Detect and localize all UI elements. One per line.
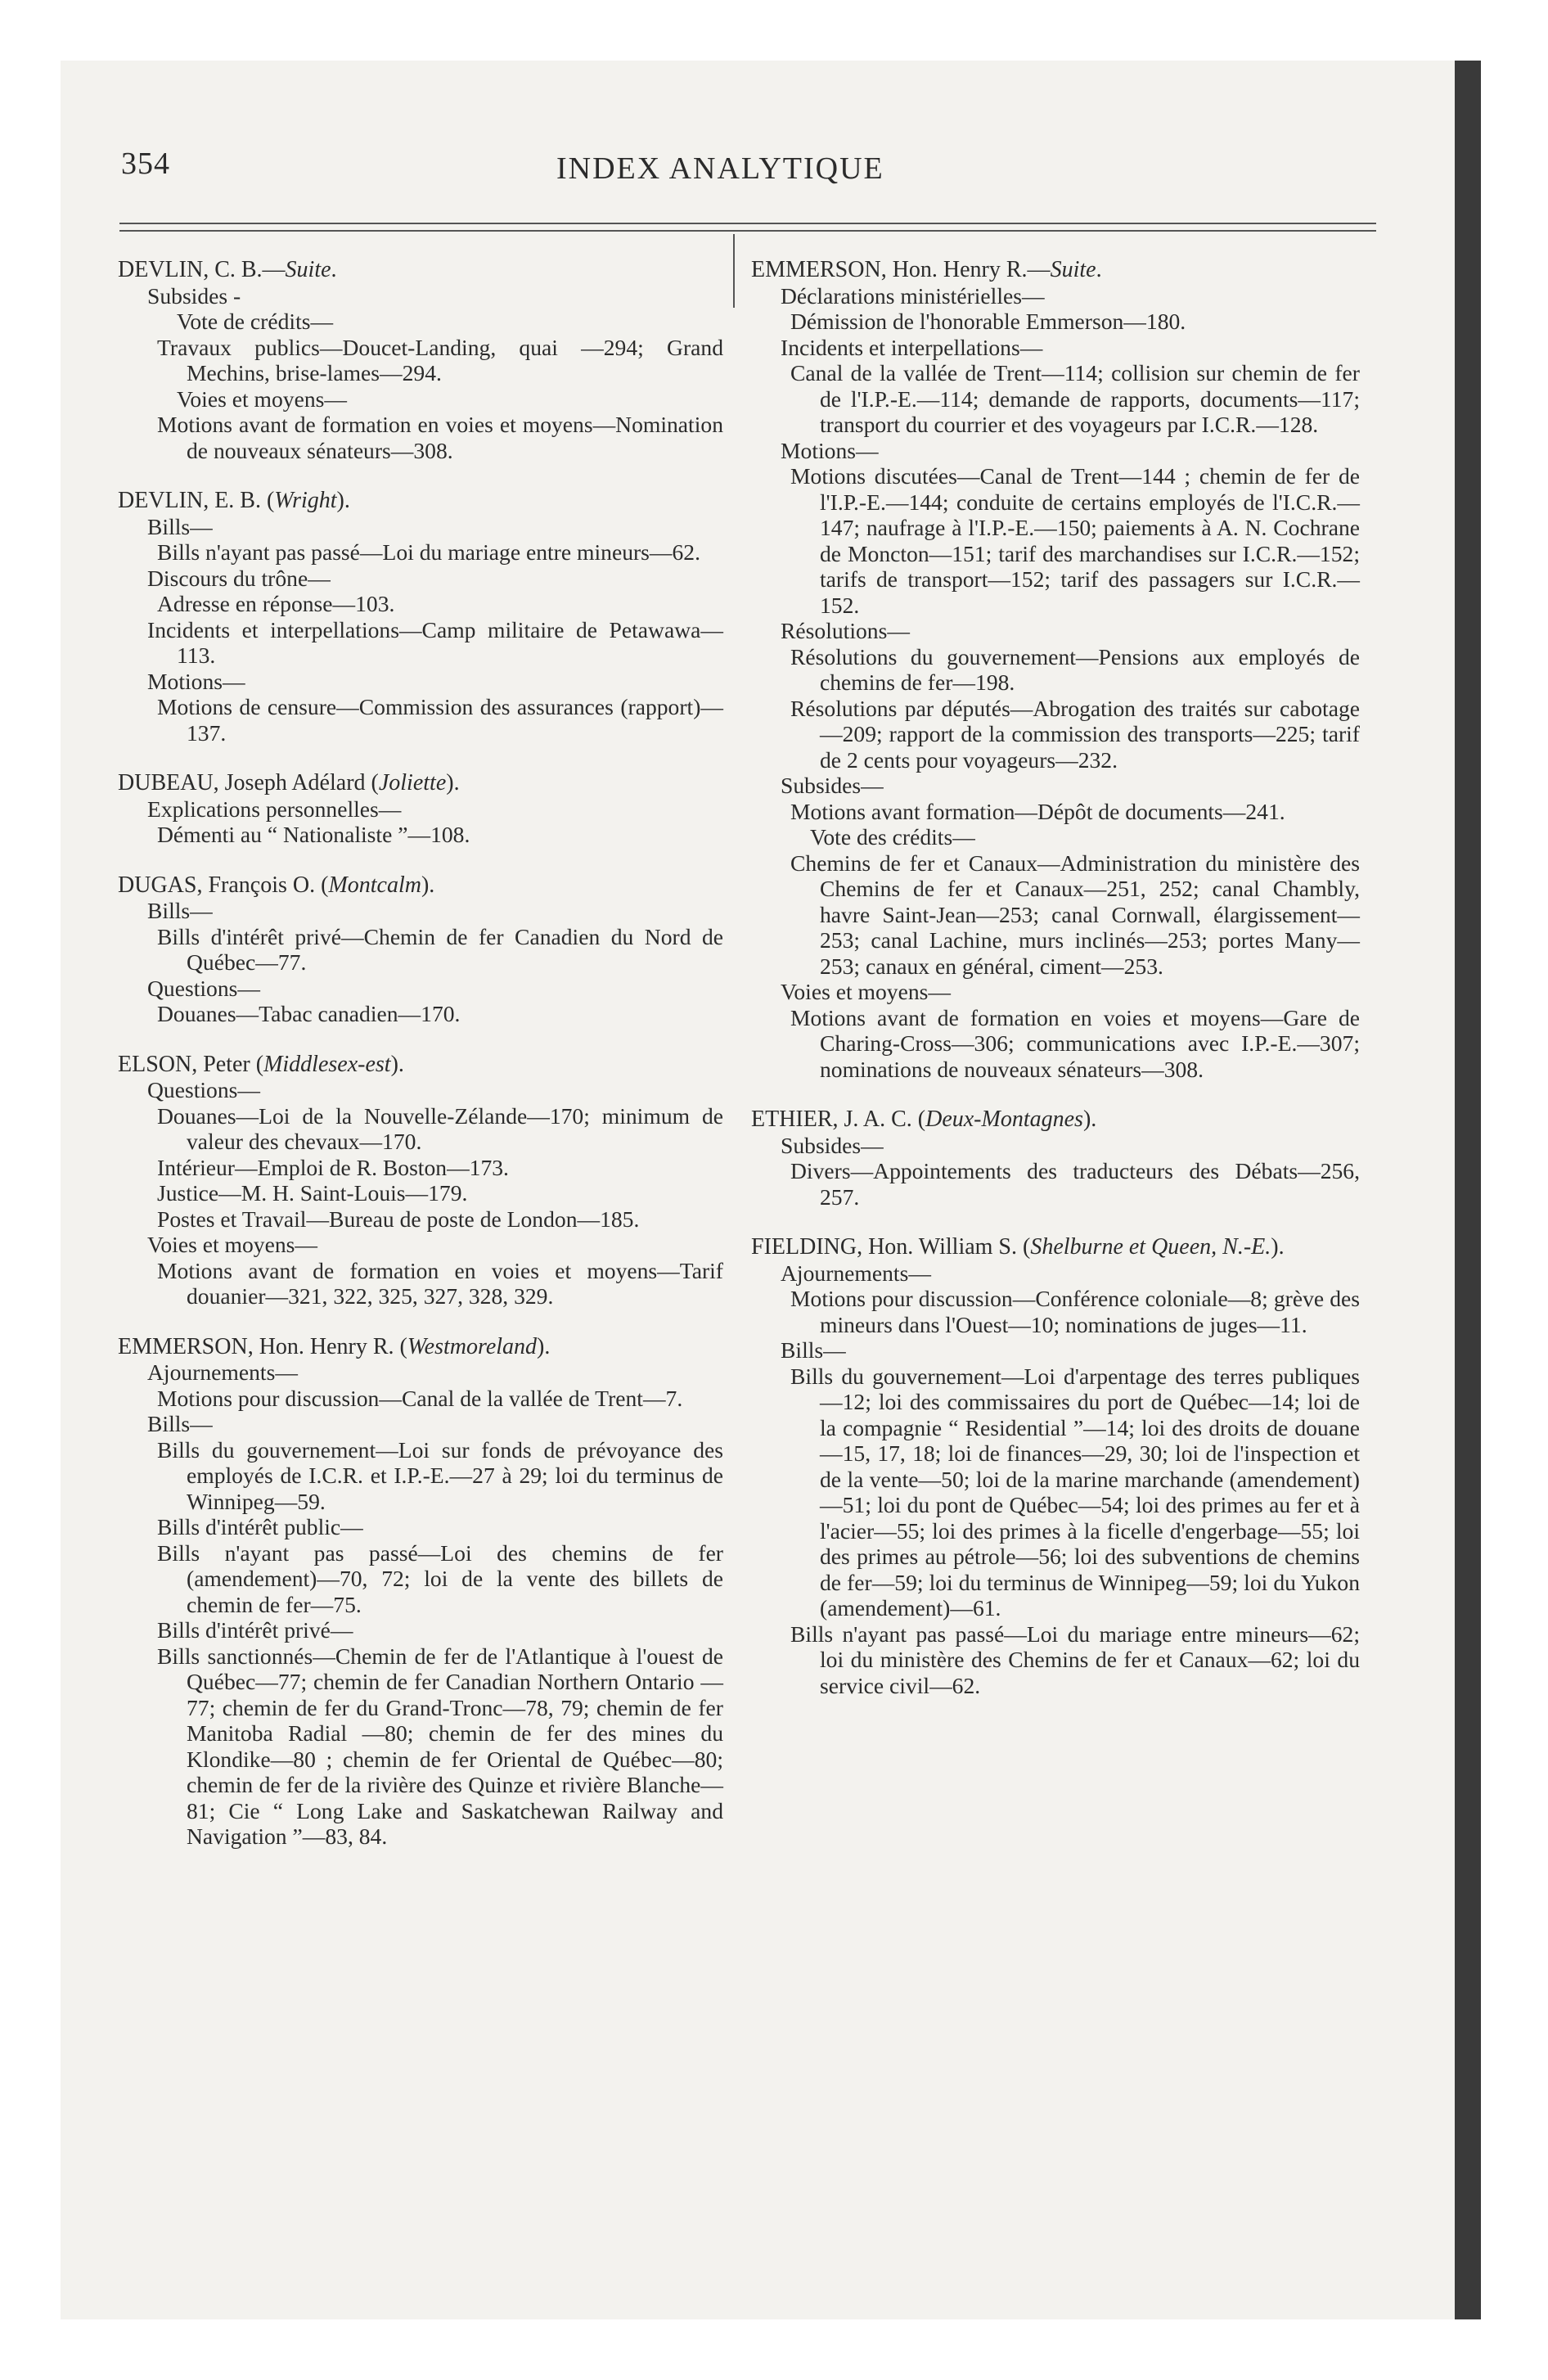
subheading: Ajournements— (147, 1359, 298, 1385)
entry-heading-name: ETHIER, J. A. C. ( (751, 1107, 926, 1132)
subheading: Incidents et interpellations— (781, 334, 1043, 360)
subheading: Résolutions— (781, 618, 910, 643)
entry-line: Douanes—Tabac canadien—170. (157, 1001, 461, 1026)
subheading: Subsides— (781, 773, 884, 798)
entry-line: Motions discutées—Canal de Trent—144 ; chemin de fer de l'I.P.-E.—144; conduite de certains employés de l'I.C.R.—147; naufrage à l'I.P.-E.—150; paiements à A. N. Cochrane de Moncton—151; tarif des marchandises sur I.C.R.—152; tarifs de transport—152; tarif des passagers sur I.C.R.—152. (790, 463, 1360, 618)
subheading: Vote des crédits— (810, 824, 975, 850)
entry-line: Bills n'ayant pas passé—Loi du mariage entre mineurs—62. (157, 539, 701, 565)
entry-line: Canal de la vallée de Trent—114; collision sur chemin de fer de l'I.P.-E.—114; demande de rapports, documents—117; transport du courrier et des voyageurs par I.C.R.—128. (790, 360, 1360, 437)
subheading: Vote de crédits— (177, 309, 334, 334)
entry-heading (118, 872, 723, 899)
entry-heading-italic: Middlesex-est (263, 1051, 391, 1077)
subheading: Explications personnelles— (147, 796, 402, 822)
index-entry (118, 1052, 723, 1309)
index-entry (751, 257, 1360, 1082)
entry-heading-tail: . (331, 257, 337, 282)
entry-heading-italic: Joliette (378, 770, 447, 796)
subheading: Questions— (147, 975, 260, 1001)
entry-heading-tail: ). (336, 488, 350, 513)
subheading: Ajournements— (781, 1260, 931, 1286)
entry-heading-italic: Wright (274, 488, 337, 513)
entry-heading-tail: ). (390, 1051, 404, 1077)
entry-heading (751, 1234, 1360, 1260)
entry-heading-italic: Westmoreland (407, 1333, 538, 1359)
entry-line: Résolutions par députés—Abrogation des traités sur cabotage—209; rapport de la commission des transports—225; tarif de 2 cents pour voyageurs—232. (790, 695, 1360, 773)
entry-line: Travaux publics—Doucet-Landing, quai —294; Grand Mechins, brise-lames—294. (157, 334, 723, 385)
subheading: Voies et moyens— (781, 979, 951, 1004)
entry-heading-italic: Montcalm (328, 872, 421, 898)
entry-line: Douanes—Loi de la Nouvelle-Zélande—170; minimum de valeur des chevaux—170. (157, 1102, 723, 1154)
subheading: Voies et moyens— (177, 385, 347, 412)
entry-heading-name: EMMERSON, Hon. Henry R.— (751, 257, 1051, 282)
subheading: Bills— (781, 1337, 846, 1363)
subheading: Déclarations ministérielles— (781, 282, 1045, 309)
entry-heading-name: EMMERSON, Hon. Henry R. ( (118, 1333, 407, 1359)
entry-heading (118, 488, 723, 514)
entry-heading-name: FIELDING, Hon. William S. ( (751, 1234, 1031, 1260)
column-divider (733, 234, 735, 308)
entry-heading-italic: Suite (1050, 257, 1096, 282)
entry-line: Bills sanctionnés—Chemin de fer de l'Atlantique à l'ouest de Québec—77; chemin de fer Canadian Northern Ontario —77; chemin de fer du Grand-Tronc—78, 79; chemin de fer Manitoba Radial —80; chemin de fer des mines du Klondike—80 ; chemin de fer Oriental de Québec—80; chemin de fer de la rivière des Quinze et rivière Blanche—81; Cie “ Long Lake and Saskatchewan Railway and Navigation ”—83, 84. (157, 1643, 723, 1849)
subheading: Bills— (147, 898, 213, 923)
entry-line: Motions pour discussion—Canal de la vallée de Trent—7. (157, 1385, 683, 1411)
entry-heading (751, 257, 1360, 283)
entry-line: Incidents et interpellations—Camp militaire de Petawawa—113. (147, 616, 723, 668)
subheading: Subsides - (147, 282, 241, 309)
index-entry (118, 257, 723, 463)
index-entry (118, 488, 723, 746)
entry-line: Motions avant de formation en voies et moyens—Gare de Charing-Cross—306; communications avec I.P.-E.—307; nominations de nouveaux sénateurs—308. (790, 1004, 1360, 1082)
entry-line: Adresse en réponse—103. (157, 591, 395, 616)
entry-line: Bills d'intérêt public— (157, 1514, 363, 1539)
entry-heading (118, 770, 723, 796)
entry-line: Motions avant de formation en voies et moyens—Tarif douanier—321, 322, 325, 327, 328, 329. (157, 1257, 723, 1309)
index-entry (118, 770, 723, 848)
entry-heading (118, 257, 723, 283)
entry-line: Démission de l'honorable Emmerson—180. (790, 309, 1186, 334)
entry-heading-tail: ). (446, 770, 460, 796)
page-edge-shadow (1455, 61, 1481, 2319)
entry-heading-italic: Shelburne et Queen, N.-E. (1030, 1234, 1271, 1260)
entry-heading-tail: ). (421, 872, 435, 898)
entry-heading-name: DEVLIN, C. B.— (118, 257, 286, 282)
entry-heading-name: DEVLIN, E. B. ( (118, 488, 275, 513)
entry-line: Bills du gouvernement—Loi d'arpentage des terres publiques—12; loi des commissaires du port de Québec—14; loi de la compagnie “ Residential ”—14; loi des droits de douane—15, 17, 18; loi de finances—29, 30; loi de l'inspection et de la vente—50; loi de la marine marchande (amendement)—51; loi du pont de Québec—54; loi des primes au fer et à l'acier—55; loi des primes à la ficelle d'engerbage—55; loi des primes au pétrole—56; loi des subventions de chemins de fer—59; loi du terminus de Winnipeg—59; loi du Yukon (amendement)—61. (790, 1363, 1360, 1620)
header-rule-top (119, 223, 1376, 224)
subheading: Questions— (147, 1077, 260, 1102)
index-entry (118, 1334, 723, 1850)
entry-heading-tail: ). (537, 1333, 551, 1359)
index-entry (751, 1107, 1360, 1210)
entry-heading-tail: . (1096, 257, 1102, 282)
header-rule-bottom (119, 230, 1376, 232)
entry-line: Postes et Travail—Bureau de poste de London—185. (157, 1206, 640, 1232)
entry-heading-tail: ). (1082, 1107, 1097, 1132)
entry-line: Bills n'ayant pas passé—Loi des chemins de fer (amendement)—70, 72; loi de la vente des billets de chemin de fer—75. (157, 1539, 723, 1617)
entry-line: Démenti au “ Nationaliste ”—108. (157, 822, 470, 847)
subheading: Bills— (147, 513, 213, 539)
page-number: 354 (121, 146, 170, 181)
entry-heading-name: DUGAS, François O. ( (118, 872, 329, 898)
entry-line: Bills d'intérêt privé— (157, 1617, 353, 1643)
entry-line: Motions avant de formation en voies et moyens—Nomination de nouveaux sénateurs—308. (157, 412, 723, 463)
right-column (751, 257, 1360, 1723)
entry-line: Résolutions du gouvernement—Pensions aux employés de chemins de fer—198. (790, 643, 1360, 695)
entry-line: Bills n'ayant pas passé—Loi du mariage entre mineurs—62; loi du ministère des Chemins de fer et Canaux—62; loi du service civil—62. (790, 1620, 1360, 1698)
subheading: Discours du trône— (147, 565, 331, 591)
entry-line: Bills du gouvernement—Loi sur fonds de prévoyance des employés de I.C.R. et I.P.-E.—27 à 29; loi du terminus de Winnipeg—59. (157, 1436, 723, 1514)
entry-heading-italic: Deux-Montagnes (925, 1107, 1083, 1132)
entry-line: Chemins de fer et Canaux—Administration du ministère des Chemins de fer et Canaux—251, 252; canal Chambly, havre Saint-Jean—253; canal Cornwall, élargissement—253; canal Lachine, murs inclinés—253; portes Many—253; canaux en général, ciment—253. (790, 850, 1360, 979)
subheading: Voies et moyens— (147, 1232, 317, 1257)
subheading: Subsides— (781, 1132, 884, 1158)
entry-heading (118, 1052, 723, 1078)
entry-line: Motions avant formation—Dépôt de documents—241. (790, 798, 1285, 824)
entry-heading (118, 1334, 723, 1360)
entry-heading-italic: Suite (285, 257, 331, 282)
entry-line: Divers—Appointements des traducteurs des Débats—256, 257. (790, 1158, 1360, 1210)
entry-heading-name: ELSON, Peter ( (118, 1051, 264, 1077)
subheading: Motions— (781, 437, 879, 463)
running-title: INDEX ANALYTIQUE (556, 151, 884, 186)
entry-line: Justice—M. H. Saint-Louis—179. (157, 1180, 468, 1206)
entry-line: Bills d'intérêt privé—Chemin de fer Canadien du Nord de Québec—77. (157, 923, 723, 975)
left-column (118, 257, 723, 1874)
entry-line: Motions pour discussion—Conférence coloniale—8; grève des mineurs dans l'Ouest—10; nominations de juges—11. (790, 1286, 1360, 1337)
index-entry (751, 1234, 1360, 1698)
entry-heading-tail: ). (1271, 1234, 1285, 1260)
index-entry (118, 872, 723, 1027)
entry-line: Intérieur—Emploi de R. Boston—173. (157, 1154, 509, 1180)
entry-line: Motions de censure—Commission des assurances (rapport)—137. (157, 694, 723, 746)
entry-heading-name: DUBEAU, Joseph Adélard ( (118, 770, 379, 796)
subheading: Bills— (147, 1411, 213, 1436)
entry-heading (751, 1107, 1360, 1133)
subheading: Motions— (147, 668, 245, 694)
